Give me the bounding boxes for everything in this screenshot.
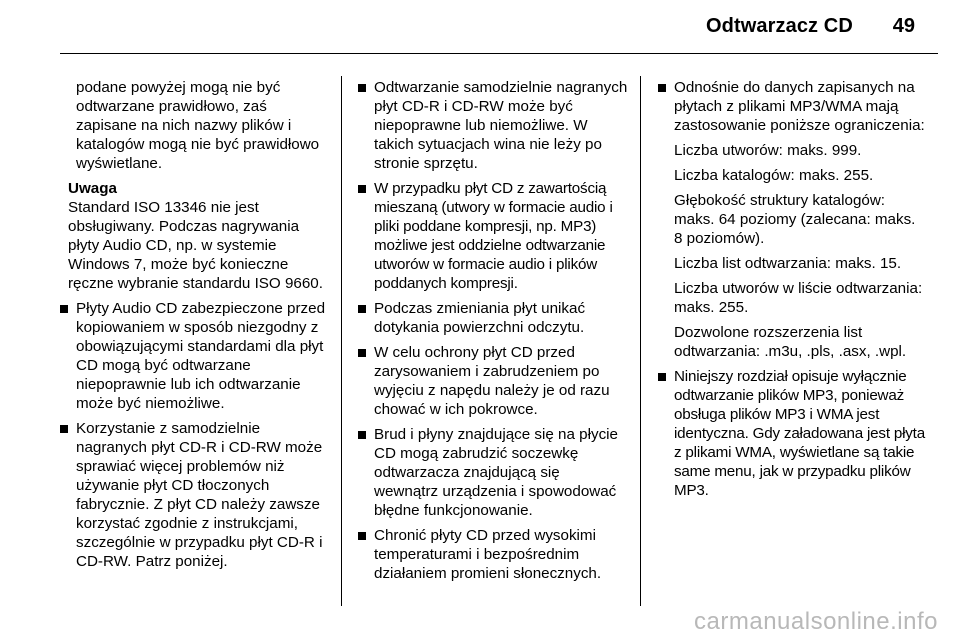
list-item-text: Korzystanie z samodzielnie nagranych płyt CD-R i CD-RW może sprawiać więcej problemów niż używanie płyt CD tłoczonych fabrycznie. Z płyt CD należy zawsze korzystać zgodnie z instrukcjami, szczególnie w przypadku płyt CD-R i CD-RW. Patrz poniżej. — [76, 420, 323, 570]
list-item-text: Podczas zmieniania płyt unikać dotykania powierzchni odczytu. — [374, 300, 586, 336]
page-title: Odtwarzacz CD — [706, 15, 853, 37]
list-item-text: W celu ochrony płyt CD przed zarysowaniem i zabrudzeniem po wyjęciu z napędu należy je od razu chować w ich pokrowce. — [374, 344, 610, 418]
square-bullet-icon — [60, 305, 68, 313]
note-title: Uwaga — [68, 180, 117, 197]
square-bullet-icon — [358, 431, 366, 439]
watermark: carmanualsonline.info — [694, 608, 938, 635]
square-bullet-icon — [358, 185, 366, 193]
list-item — [356, 78, 628, 173]
limit-item: Głębokość struktury katalogów: maks. 64 poziomy (zalecana: maks. 8 poziomów). — [674, 192, 916, 247]
list-item-text: Odnośnie do danych zapisanych na płytach z plikami MP3/WMA mają zastosowanie poniższe ograniczenia: — [674, 79, 925, 134]
list-item-text: Odtwarzanie samodzielnie nagranych płyt CD-R i CD-RW może być niepoprawne lub niemożliwe. W takich sytuacjach wina nie leży po stronie sprzętu. — [374, 79, 628, 172]
square-bullet-icon — [358, 84, 366, 92]
limit-item: Liczba utworów: maks. 999. — [674, 142, 862, 159]
column-2 — [356, 78, 628, 589]
list-item — [656, 367, 926, 500]
list-item — [58, 299, 328, 413]
page-number: 49 — [892, 15, 915, 37]
list-item — [356, 425, 628, 520]
square-bullet-icon — [358, 349, 366, 357]
column-divider-2 — [640, 76, 641, 606]
limit-item: Dozwolone rozszerzenia list odtwarzania: .m3u, .pls, .asx, .wpl. — [674, 324, 907, 360]
square-bullet-icon — [658, 84, 666, 92]
list-item-text: Chronić płyty CD przed wysokimi temperaturami i bezpośrednim działaniem promieni słonecznych. — [374, 527, 602, 582]
note-block — [58, 179, 328, 293]
list-item — [356, 299, 628, 337]
continuation-text: podane powyżej mogą nie być odtwarzane prawidłowo, zaś zapisane na nich nazwy plików i katalogów mogą nie być prawidłowo wyświetlane. — [76, 79, 320, 172]
limit-item: Liczba list odtwarzania: maks. 15. — [674, 255, 902, 272]
limit-item: Liczba utworów w liście odtwarzania: maks. 255. — [674, 280, 923, 316]
column-1 — [58, 78, 328, 577]
list-item-text: Niniejszy rozdział opisuje wyłącznie odtwarzanie plików MP3, ponieważ obsługa plików MP3 i WMA jest identyczna. Gdy załadowana jest płyta z plikami WMA, wyświetlane są takie same menu, jak w przypadku plików MP3. — [674, 368, 925, 499]
list-item — [356, 179, 628, 293]
list-item-text: Płyty Audio CD zabezpieczone przed kopiowaniem w sposób niezgodny z obowiązującymi standardami dla płyt CD mogą być odtwarzane niepoprawnie lub ich odtwarzanie może być niemożliwe. — [76, 300, 326, 412]
square-bullet-icon — [658, 373, 666, 381]
list-item — [58, 419, 328, 571]
list-item — [656, 78, 926, 135]
list-item-text: W przypadku płyt CD z zawartością mieszaną (utwory w formacie audio i pliki poddane kompresji, np. MP3) możliwe jest oddzielne odtwarzanie utworów w formacie audio i plików poddanych kompresji. — [374, 180, 613, 292]
square-bullet-icon — [358, 305, 366, 313]
column-3 — [656, 78, 926, 506]
list-item — [356, 526, 628, 583]
square-bullet-icon — [358, 532, 366, 540]
list-item — [356, 343, 628, 419]
square-bullet-icon — [60, 425, 68, 433]
column-divider-1 — [341, 76, 342, 606]
note-text: Standard ISO 13346 nie jest obsługiwany. Podczas nagrywania płyty Audio CD, np. w systemie Windows 7, może być konieczne ręczne wybranie standardu ISO 9660. — [68, 199, 323, 292]
header-divider — [60, 53, 938, 54]
limit-item: Liczba katalogów: maks. 255. — [674, 167, 874, 184]
list-item-text: Brud i płyny znajdujące się na płycie CD mogą zabrudzić soczewkę odtwarzacza znajdującą się wewnątrz urządzenia i spowodować błędne funkcjonowanie. — [374, 426, 618, 519]
